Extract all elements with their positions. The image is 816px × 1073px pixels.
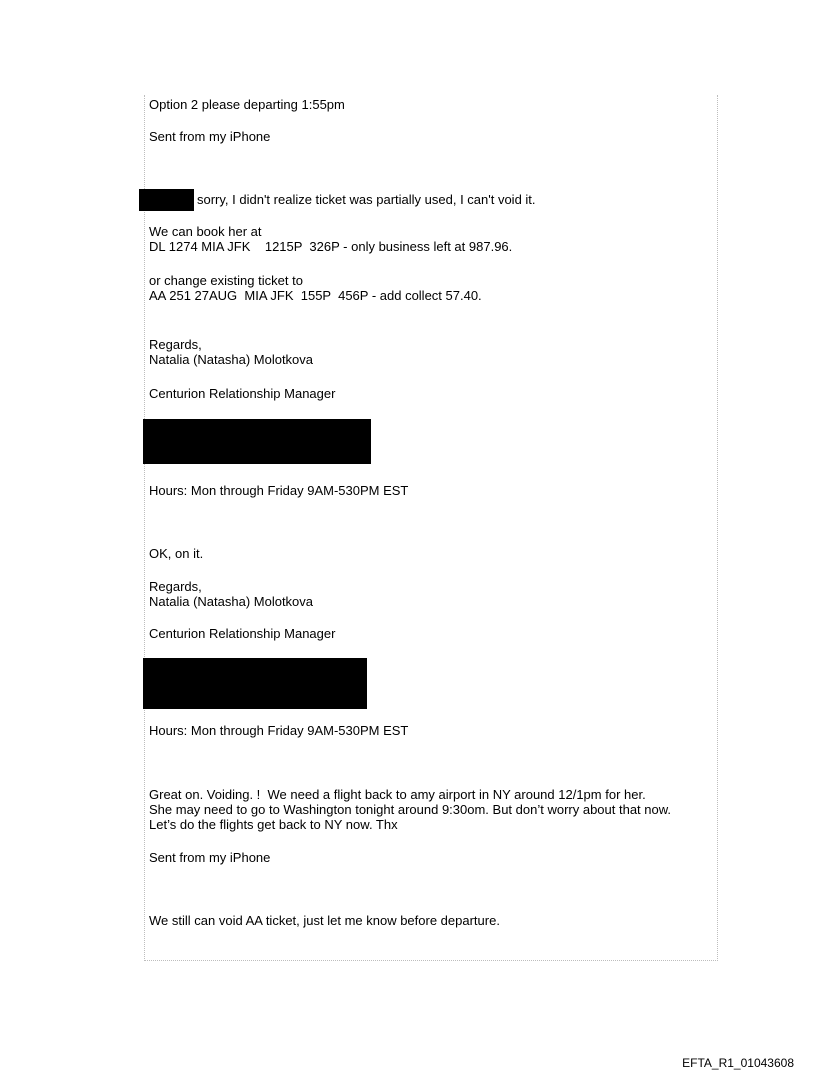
message-line: OK, on it. (149, 546, 204, 561)
redaction-box (143, 419, 371, 464)
email-signature: Sent from my iPhone (149, 850, 271, 865)
message-line: We still can void AA ticket, just let me know before departure. (149, 913, 500, 928)
message-line: We can book her at (149, 224, 262, 239)
flight-option-line: DL 1274 MIA JFK 1215P 326P - only business left at 987.96. (149, 239, 513, 254)
office-hours: Hours: Mon through Friday 9AM-530PM EST (149, 723, 409, 738)
flight-option-line: AA 251 27AUG MIA JFK 155P 456P - add collect 57.40. (149, 288, 482, 303)
redaction-box (139, 189, 194, 211)
redaction-box (143, 658, 367, 709)
document-id: EFTA_R1_01043608 (682, 1056, 794, 1070)
email-signature: Sent from my iPhone (149, 129, 271, 144)
message-line: Let’s do the flights get back to NY now. Thx (149, 817, 398, 832)
message-line: sorry, I didn't realize ticket was partially used, I can't void it. (197, 192, 536, 207)
sender-title: Centurion Relationship Manager (149, 386, 336, 401)
sender-name: Natalia (Natasha) Molotkova (149, 352, 314, 367)
message-line: She may need to go to Washington tonight around 9:30om. But don’t worry about that now. (149, 802, 672, 817)
message-line: Option 2 please departing 1:55pm (149, 97, 345, 112)
message-line: or change existing ticket to (149, 273, 303, 288)
sender-title: Centurion Relationship Manager (149, 626, 336, 641)
regards-line: Regards, (149, 579, 202, 594)
message-line: Great on. Voiding. ! We need a flight back to amy airport in NY around 12/1pm for her. (149, 787, 646, 802)
regards-line: Regards, (149, 337, 202, 352)
office-hours: Hours: Mon through Friday 9AM-530PM EST (149, 483, 409, 498)
sender-name: Natalia (Natasha) Molotkova (149, 594, 314, 609)
